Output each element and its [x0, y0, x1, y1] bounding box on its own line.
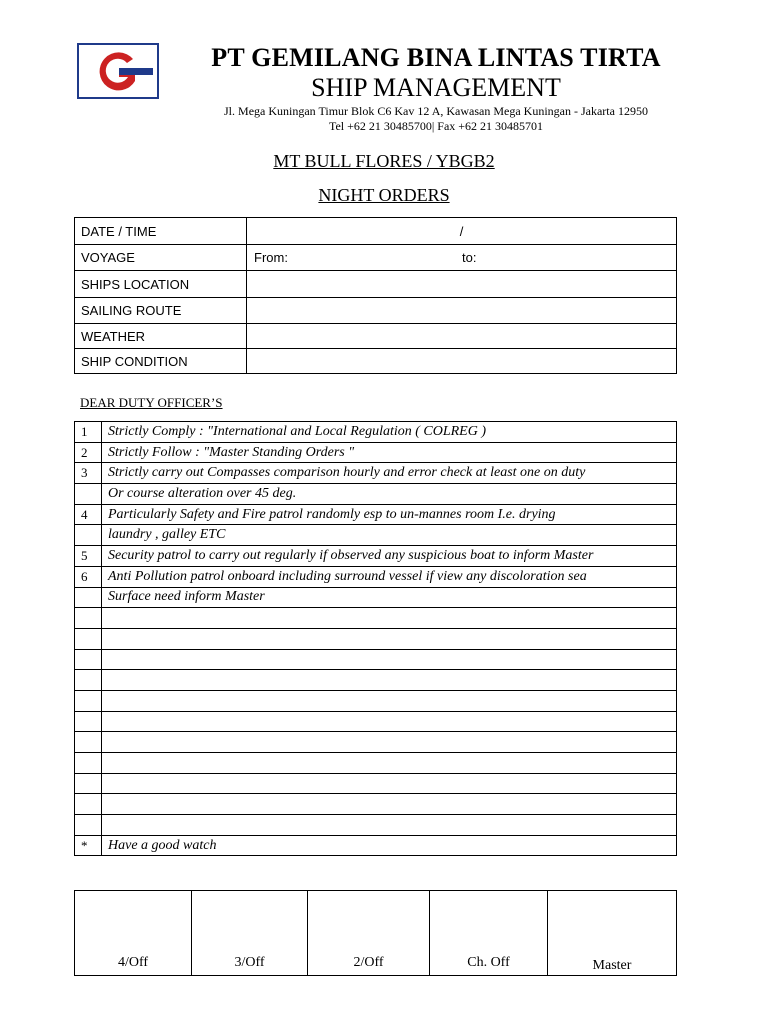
order-text[interactable]: Strictly Follow : "Master Standing Orders " — [102, 442, 677, 463]
order-number: 3 — [75, 463, 102, 484]
info-row-location — [75, 271, 677, 298]
order-row — [75, 422, 677, 443]
order-text[interactable] — [102, 794, 677, 815]
order-row — [75, 690, 677, 711]
order-text[interactable] — [102, 670, 677, 691]
order-number — [75, 484, 102, 505]
order-number — [75, 753, 102, 774]
order-text[interactable] — [102, 732, 677, 753]
order-text[interactable]: laundry , galley ETC — [102, 525, 677, 546]
order-text[interactable]: Strictly carry out Compasses comparison hourly and error check at least one on duty — [102, 463, 677, 484]
order-text[interactable] — [102, 608, 677, 629]
order-number — [75, 608, 102, 629]
order-row — [75, 815, 677, 836]
info-label: WEATHER — [75, 324, 247, 349]
order-number — [75, 628, 102, 649]
order-row — [75, 442, 677, 463]
order-number: 4 — [75, 504, 102, 525]
order-row — [75, 732, 677, 753]
order-row — [75, 566, 677, 587]
order-text[interactable]: Particularly Safety and Fire patrol randomly esp to un-mannes room I.e. drying — [102, 504, 677, 525]
order-number — [75, 773, 102, 794]
order-row — [75, 670, 677, 691]
order-row — [75, 504, 677, 525]
signature-table — [74, 890, 677, 976]
info-label: SAILING ROUTE — [75, 298, 247, 324]
order-row — [75, 711, 677, 732]
order-text[interactable] — [102, 773, 677, 794]
ships-location-field[interactable] — [247, 271, 677, 298]
order-text[interactable] — [102, 690, 677, 711]
company-address: Jl. Mega Kuningan Timur Blok C6 Kav 12 A, Kawasan Mega Kuningan - Jakarta 12950 — [224, 104, 648, 118]
order-row — [75, 463, 677, 484]
order-text[interactable] — [102, 753, 677, 774]
info-label: VOYAGE — [75, 245, 247, 271]
order-number: * — [75, 835, 102, 856]
night-orders-table — [74, 421, 677, 856]
signature-box-master[interactable]: Master — [548, 891, 677, 976]
order-row — [75, 835, 677, 856]
order-number: 1 — [75, 422, 102, 443]
order-row — [75, 587, 677, 608]
info-row-weather — [75, 324, 677, 349]
order-number: 2 — [75, 442, 102, 463]
info-row-date — [75, 218, 677, 245]
order-number — [75, 587, 102, 608]
order-text[interactable] — [102, 815, 677, 836]
order-number — [75, 670, 102, 691]
info-row-condition — [75, 349, 677, 374]
company-name: PT GEMILANG BINA LINTAS TIRTA — [211, 43, 661, 72]
info-label: SHIPS LOCATION — [75, 271, 247, 298]
order-text[interactable]: Have a good watch — [102, 835, 677, 856]
order-number — [75, 690, 102, 711]
order-row — [75, 608, 677, 629]
voyage-from-label: From: — [254, 250, 288, 265]
date-time-field[interactable] — [247, 218, 677, 245]
order-text[interactable]: Security patrol to carry out regularly if observed any suspicious boat to inform Master — [102, 546, 677, 567]
order-text[interactable] — [102, 649, 677, 670]
order-text[interactable]: Or course alteration over 45 deg. — [102, 484, 677, 505]
voyage-info-table — [74, 217, 677, 374]
voyage-to-label: to: — [462, 250, 477, 265]
order-number — [75, 525, 102, 546]
ship-name: MT BULL FLORES / YBGB2 — [273, 151, 495, 171]
signature-box-2nd-officer[interactable]: 2/Off — [308, 891, 430, 976]
signature-box-4th-officer[interactable]: 4/Off — [75, 891, 192, 976]
date-time-separator: / — [459, 223, 464, 239]
order-row — [75, 628, 677, 649]
order-row — [75, 525, 677, 546]
order-row — [75, 773, 677, 794]
order-number: 5 — [75, 546, 102, 567]
company-logo — [77, 43, 159, 99]
order-number: 6 — [75, 566, 102, 587]
weather-field[interactable] — [247, 324, 677, 349]
order-text[interactable]: Anti Pollution patrol onboard including surround vessel if view any discoloration sea — [102, 566, 677, 587]
order-row — [75, 753, 677, 774]
signature-box-3rd-officer[interactable]: 3/Off — [192, 891, 308, 976]
order-text[interactable]: Surface need inform Master — [102, 587, 677, 608]
order-row — [75, 794, 677, 815]
info-row-voyage — [75, 245, 677, 271]
order-row — [75, 484, 677, 505]
order-row — [75, 546, 677, 567]
info-label: DATE / TIME — [75, 218, 247, 245]
ship-condition-field[interactable] — [247, 349, 677, 374]
order-text[interactable] — [102, 711, 677, 732]
dear-duty-officers-heading: DEAR DUTY OFFICER’S — [80, 395, 223, 410]
order-number — [75, 794, 102, 815]
voyage-field[interactable] — [247, 245, 677, 271]
company-division: SHIP MANAGEMENT — [311, 73, 561, 102]
order-number — [75, 649, 102, 670]
order-number — [75, 732, 102, 753]
sailing-route-field[interactable] — [247, 298, 677, 324]
document-title: NIGHT ORDERS — [318, 185, 450, 205]
order-row — [75, 649, 677, 670]
info-label: SHIP CONDITION — [75, 349, 247, 374]
order-text[interactable] — [102, 628, 677, 649]
info-row-route — [75, 298, 677, 324]
company-contact: Tel +62 21 30485700| Fax +62 21 30485701 — [328, 119, 544, 133]
signature-box-chief-officer[interactable]: Ch. Off — [430, 891, 548, 976]
order-number — [75, 711, 102, 732]
order-number — [75, 815, 102, 836]
order-text[interactable]: Strictly Comply : "International and Local Regulation ( COLREG ) — [102, 422, 677, 443]
